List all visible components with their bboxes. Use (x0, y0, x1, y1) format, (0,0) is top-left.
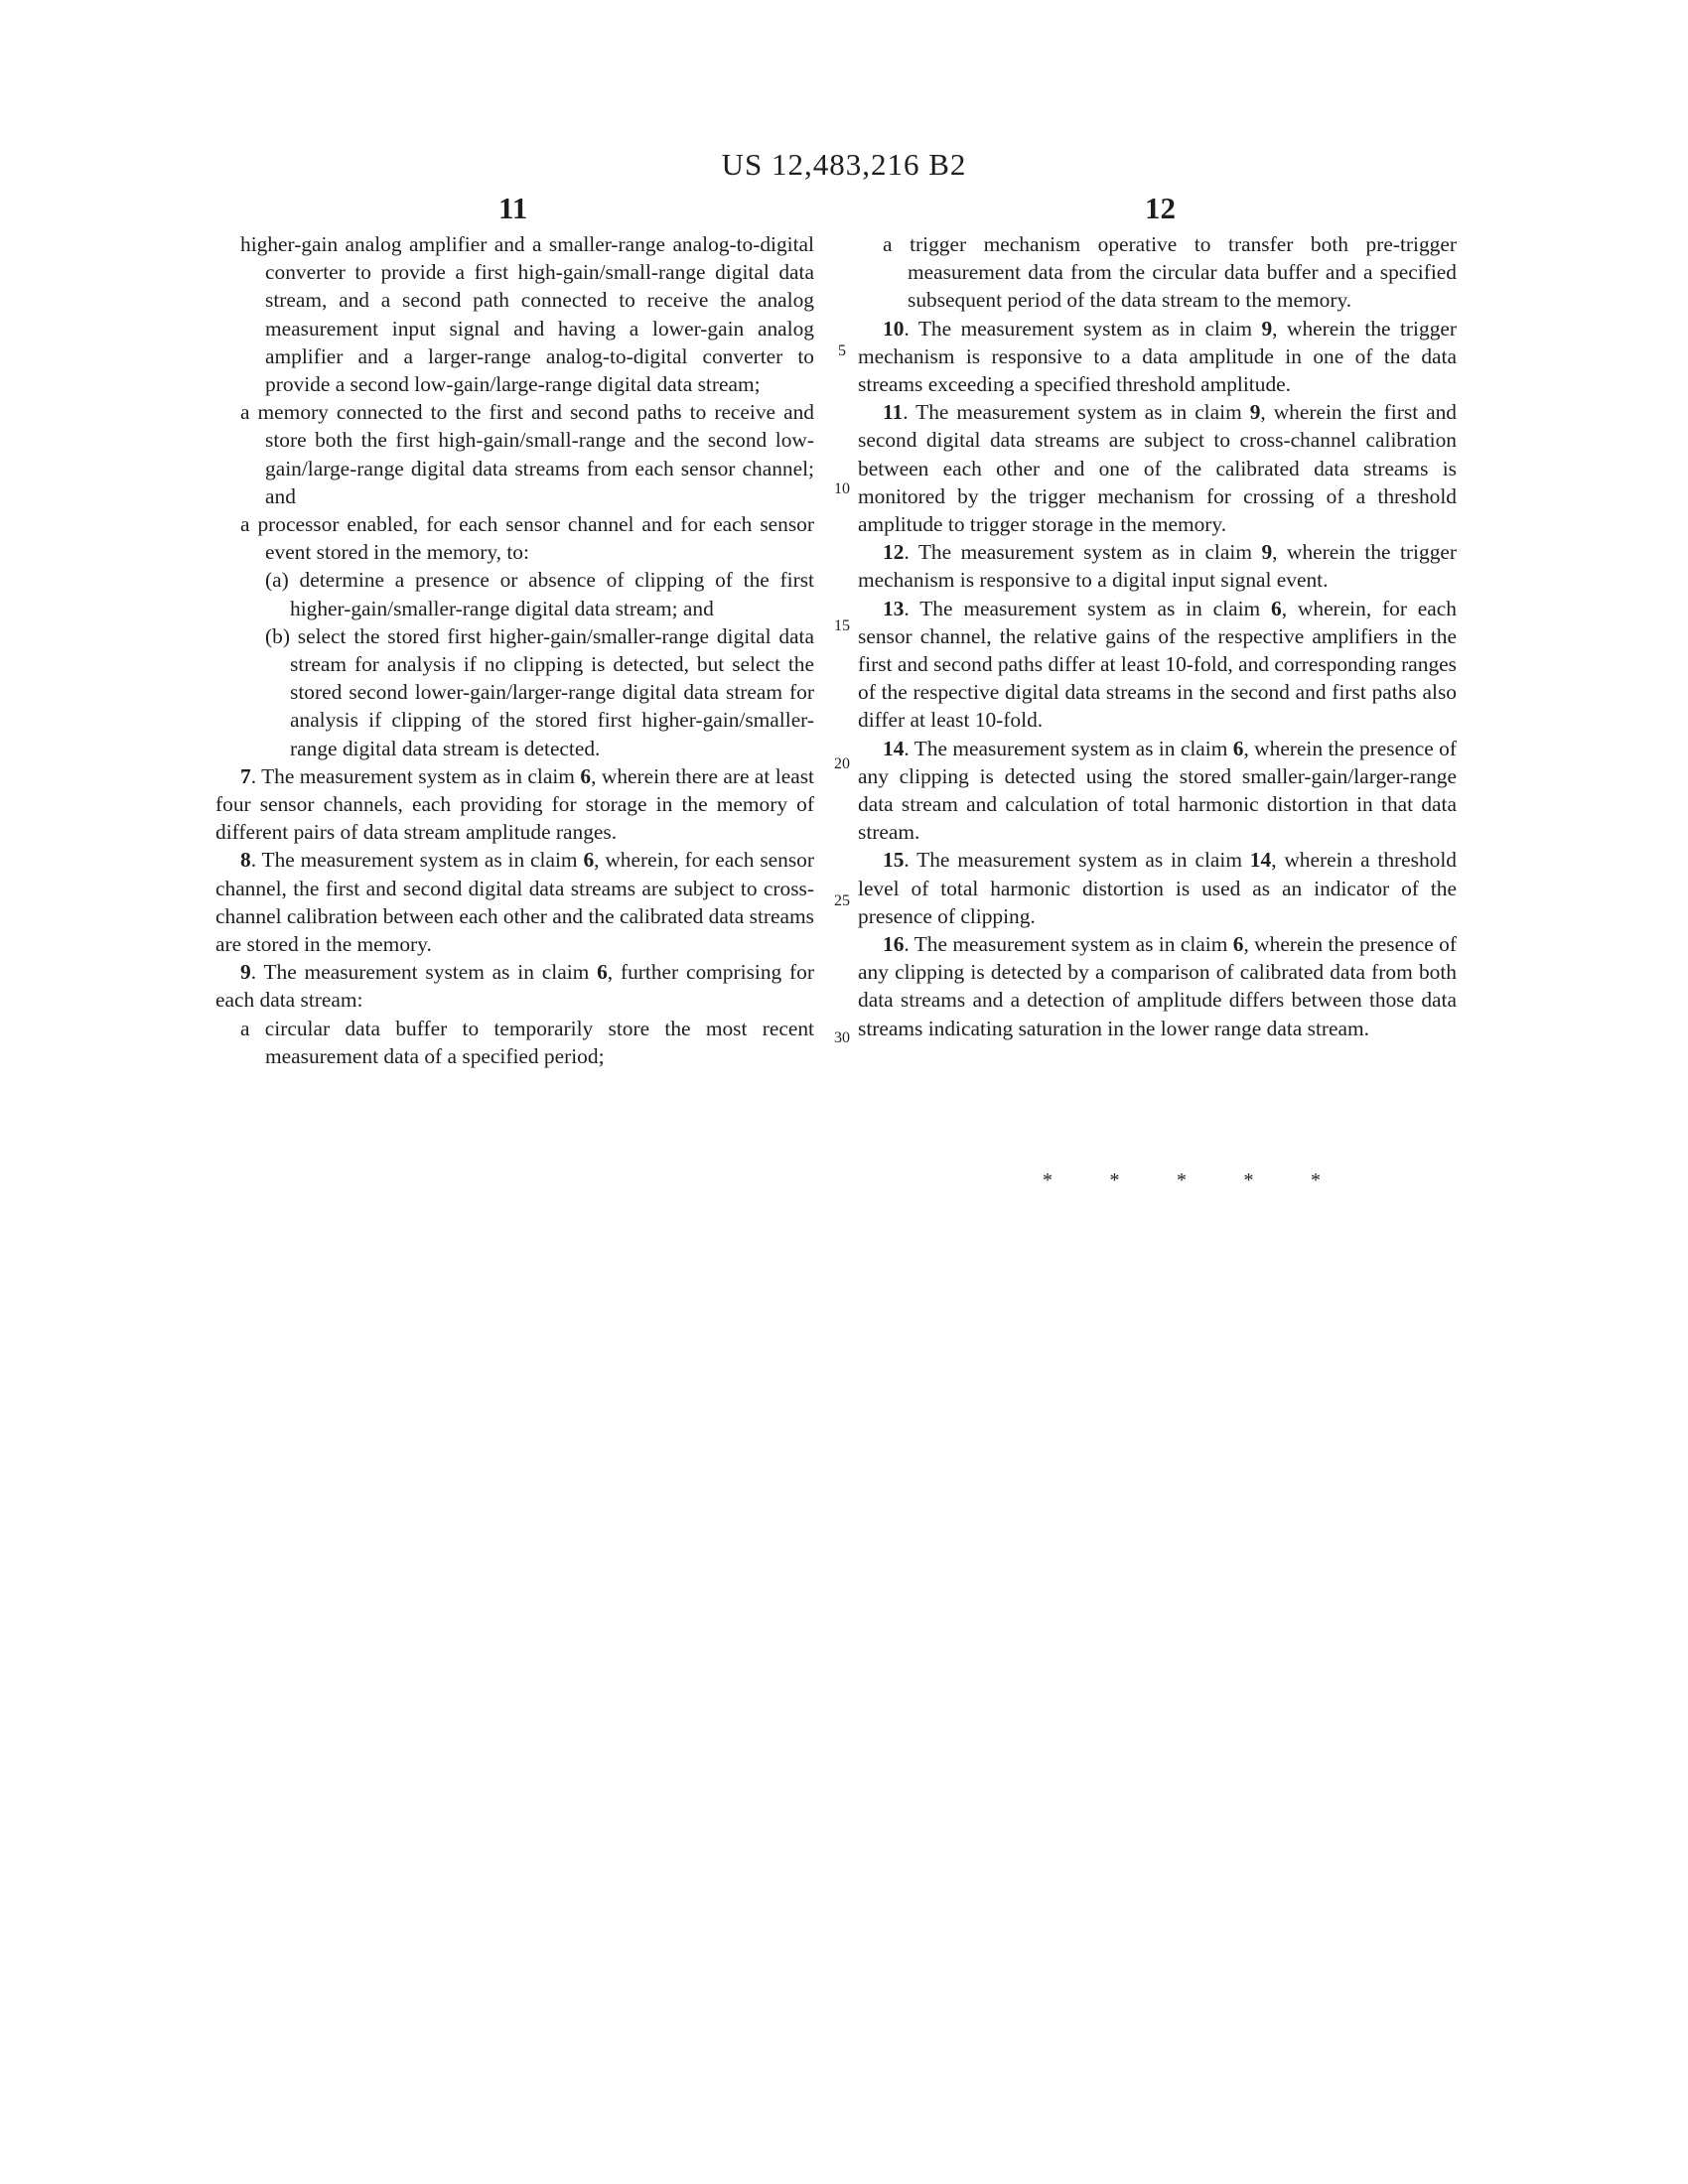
claim-14 (858, 735, 1457, 847)
claim-element: a circular data buffer to temporarily store the most recent measurement data of a specified period; (240, 1016, 814, 1068)
end-of-claims-marks (1043, 1169, 1321, 1192)
claim-reference: 6 (1232, 932, 1244, 957)
claim-reference: 6 (580, 763, 592, 788)
claim-13 (858, 595, 1457, 735)
claim-text: . The measurement system as in claim (904, 540, 1262, 565)
claim-text: , wherein, for each sensor channel, the relative gains of the respective amplifiers in the first and second paths differ at least 10-fold, and corresponding ranges of the respective digital data streams in the second and first paths also differ at least 10-fold. (858, 596, 1457, 733)
column-number-left: 11 (498, 191, 528, 225)
claim-11 (858, 398, 1457, 538)
claim-text: , wherein the trigger mechanism is responsive to a data amplitude in one of the data streams exceeding a specified threshold amplitude. (858, 316, 1458, 397)
patent-number: US 12,483,216 B2 (721, 147, 967, 182)
claim-text: . The measurement system as in claim (250, 960, 598, 985)
claim-text: , wherein the first and second digital data streams are subject to cross-channel calibration between each other and one of the calibrated data streams is monitored by the trigger mechanism for crossing of a threshold amplitude to trigger storage in the memory. (858, 400, 1458, 537)
line-number: 20 (834, 755, 850, 772)
claim-text: . The measurement system as in claim (904, 848, 1250, 873)
column-number-right: 12 (1145, 191, 1176, 225)
claim-reference: 6 (1232, 736, 1244, 760)
end-mark: * (1311, 1169, 1321, 1191)
claim-7 (215, 762, 814, 847)
claim-reference: 6 (597, 960, 608, 985)
claim-text: . The measurement system as in claim (904, 316, 1262, 341)
claim-text: , wherein, for each sensor channel, the first and second digital data streams are subject to cross-channel calibration between each other and the calibrated data streams are stored in the memory. (215, 848, 814, 957)
claim-12 (858, 538, 1457, 594)
claim-element: higher-gain analog amplifier and a smaller-range analog-to-digital converter to provide a first high-gain/small-range digital data stream, and a second path connected to receive the analog measurement input signal and having a lower-gain analog amplifier and a larger-range analog-to-digital converter to provide a second low-gain/large-range digital data stream; (240, 232, 814, 397)
claim-number: 15 (883, 848, 905, 873)
claim-10 (858, 315, 1457, 399)
claim-reference: 9 (1261, 540, 1273, 565)
claim-text: , wherein the presence of any clipping is detected using the stored smaller-gain/larger-range data stream and calculation of total harmonic distortion in that data stream. (858, 736, 1457, 845)
claim-number: 11 (883, 400, 904, 425)
claim-number: 12 (883, 540, 905, 565)
claim-text: , wherein there are at least four sensor channels, each providing for storage in the memory of different pairs of data stream amplitude ranges. (215, 763, 814, 845)
claim-reference: 6 (1271, 596, 1282, 620)
line-number: 10 (834, 480, 850, 497)
claim-text: . The measurement system as in claim (250, 848, 584, 873)
end-mark: * (1243, 1169, 1254, 1191)
line-number: 25 (834, 892, 850, 909)
claim-text: , further comprising for each data stream: (215, 960, 814, 1013)
line-number: 30 (834, 1029, 850, 1046)
claim-number: 8 (240, 848, 251, 873)
claim-element: (a) determine a presence or absence of clipping of the first higher-gain/smaller-range digital data stream; and (265, 568, 814, 620)
claim-text: , wherein the presence of any clipping is detected by a comparison of calibrated data from both data streams and a detection of amplitude differs between those data streams indicating saturation in the lower range data stream. (858, 932, 1457, 1040)
claim-reference: 9 (1249, 400, 1261, 425)
claim-number: 10 (883, 316, 905, 341)
claim-text: . The measurement system as in claim (904, 932, 1233, 957)
claim-9 (215, 958, 814, 1014)
claim-number: 9 (240, 960, 251, 985)
claim-number: 16 (883, 932, 905, 957)
claim-number: 7 (240, 763, 251, 788)
claim-text: , wherein the trigger mechanism is responsive to a digital input signal event. (858, 540, 1458, 593)
claim-16 (858, 930, 1457, 1042)
claim-reference: 14 (1249, 848, 1272, 873)
claim-text: . The measurement system as in claim (904, 596, 1272, 620)
end-mark: * (1109, 1169, 1120, 1191)
claim-element: a processor enabled, for each sensor channel and for each sensor event stored in the memory, to: (240, 512, 814, 565)
claim-reference: 9 (1261, 316, 1273, 341)
claim-15 (858, 846, 1457, 930)
claim-element: a trigger mechanism operative to transfer both pre-trigger measurement data from the circular data buffer and a specified subsequent period of the data stream to the memory. (883, 232, 1457, 313)
end-mark: * (1043, 1169, 1053, 1191)
claim-text: . The measurement system as in claim (904, 736, 1233, 760)
claim-reference: 6 (583, 848, 595, 873)
claim-element: (b) select the stored first higher-gain/smaller-range digital data stream for analysis if no clipping is detected, but select the stored second lower-gain/larger-range digital data stream for analysis if clipping of the stored first higher-gain/smaller-range digital data stream is detected. (265, 623, 814, 760)
line-number: 15 (834, 617, 850, 634)
right-column (858, 230, 1457, 1042)
claim-element: a memory connected to the first and second paths to receive and store both the first high-gain/small-range and the second low-gain/large-range digital data streams from each sensor channel; and (240, 400, 814, 508)
line-number: 5 (838, 342, 846, 359)
claim-number: 13 (883, 596, 905, 620)
claim-text: . The measurement system as in claim (250, 763, 581, 788)
left-column (215, 230, 814, 1070)
end-mark: * (1177, 1169, 1187, 1191)
claim-text: , wherein a threshold level of total harmonic distortion is used as an indicator of the presence of clipping. (858, 848, 1457, 928)
claim-8 (215, 846, 814, 958)
claim-text: . The measurement system as in claim (903, 400, 1250, 425)
claim-number: 14 (883, 736, 905, 760)
